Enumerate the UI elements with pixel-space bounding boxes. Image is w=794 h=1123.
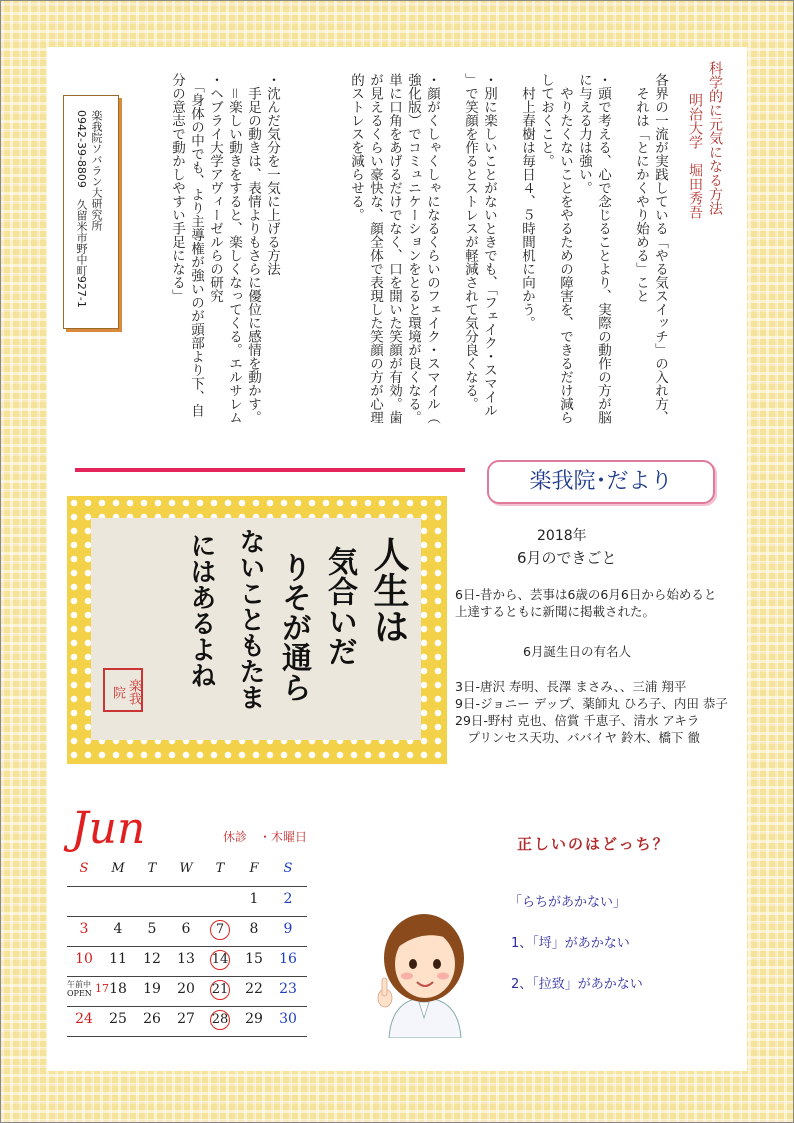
closed-day-note: 休診 ・木曜日 bbox=[223, 830, 308, 844]
calendar-week-row bbox=[67, 946, 307, 977]
quiz-title: 正しいのはどっち？ bbox=[517, 835, 670, 853]
closed-day-circle: 21 bbox=[210, 980, 230, 1000]
calligraphy-col1: 人生は bbox=[368, 536, 410, 644]
morning-note: 午前中 bbox=[67, 980, 91, 989]
weekday-label: M bbox=[111, 861, 125, 876]
weekday-label: F bbox=[249, 861, 259, 876]
calendar-day: 10 bbox=[75, 951, 93, 967]
article-body-right: 各界の一流が実践している「やる気スイッチ」の入れ方、 それは「とにかくやり始める」こと ・頭で考える、心で念じることより、実際の動作の方が脳 に与える力は強い。 やりたくないことをやるための障害を、できるだけ減ら しておくこと。 村上春樹は毎日４、５時間机に向かう。 ・別に楽しいことがないときでも、「フェイク・スマイル 」で笑顔を作るとストレスが軽減されて気分良くなる。 ・顔がくしゃくしゃになるくらいのフェイク・スマイル（ 強化版）でコミュニケーションをとると環境が良くなる。 単に口角をあげるだけでなく、口を開いた笑顔が有効。歯 が見えるくらい豪快な、顔全体で表現した笑顔の方が心理 的ストレスを減らせる。 bbox=[348, 73, 668, 424]
events-year: 2018年 bbox=[537, 528, 587, 544]
calendar-day: 1 bbox=[249, 891, 259, 907]
calendar-day: 8 bbox=[249, 921, 259, 937]
calendar-day: 25 bbox=[109, 1011, 127, 1027]
calendar-weekday-row bbox=[67, 856, 307, 887]
closed-day-circle: 28 bbox=[210, 1010, 230, 1030]
calendar-day: 18 bbox=[109, 981, 127, 997]
seal-stamp: 楽我院 bbox=[103, 668, 143, 712]
calendar-day: 13 bbox=[177, 951, 195, 967]
calendar-week-row bbox=[67, 1006, 307, 1037]
calendar-day-closed bbox=[203, 946, 237, 972]
closed-day-circle: 7 bbox=[210, 920, 230, 940]
article-author: 明治大学 堀田秀吾 bbox=[687, 93, 703, 219]
calendar-week-row bbox=[67, 886, 307, 917]
calendar-day: 29 bbox=[245, 1011, 263, 1027]
quiz-option-1: 1、「埒」があかない bbox=[511, 936, 630, 951]
calendar-grid bbox=[67, 856, 307, 1036]
open-note: OPEN bbox=[67, 989, 92, 998]
calligraphy-frame bbox=[67, 496, 447, 764]
calendar-week-row bbox=[67, 976, 307, 1007]
calendar-day: 19 bbox=[143, 981, 161, 997]
calligraphy-image bbox=[91, 518, 421, 740]
quiz-question: 「らちがあかない」 bbox=[509, 895, 627, 910]
weekday-label: S bbox=[79, 861, 89, 876]
address-box bbox=[63, 95, 119, 329]
address-text: 楽我院ソバラン大研究所 0942-39-8809 久留米市野中町927-1 bbox=[75, 110, 103, 308]
calendar-day-closed bbox=[203, 916, 237, 942]
woman-illustration bbox=[369, 906, 479, 1038]
calendar-week-row bbox=[67, 916, 307, 947]
weekday-label: T bbox=[147, 861, 157, 876]
event-item-line1: 6日-昔から、芸事は6歳の6月6日から始めると bbox=[455, 587, 717, 602]
weekday-label: W bbox=[179, 861, 193, 876]
birthday-line: 29日-野村 克也、倍賞 千恵子、清水 アキラ bbox=[455, 713, 700, 728]
calendar-day: 17 bbox=[95, 982, 109, 995]
event-item-line2: 上達するともに新聞に掲載された。 bbox=[455, 604, 656, 619]
calligraphy-col3: りそが通ら bbox=[276, 552, 311, 702]
banner-title: 楽我院･だより bbox=[529, 469, 673, 494]
calendar-month: Jun bbox=[71, 803, 146, 854]
calendar-day: 16 bbox=[279, 951, 297, 967]
calendar-day: 24 bbox=[75, 1011, 93, 1027]
article-body-left: ・沈んだ気分を一気に上げる方法 手足の動きは、表情よりもさらに優位に感情を動かす。 ＝楽しい動きをすると、楽しくなってくる。エルサレム ・ヘブライ大学アヴィーゼルらの研究 「身体の中でも、より主導権が強いのが頭部より下、自 分の意志で動かしやすい手足になる」 bbox=[169, 73, 280, 424]
calendar-day: 6 bbox=[181, 921, 191, 937]
calendar-day: 11 bbox=[109, 951, 127, 967]
birthday-heading: 6月誕生日の有名人 bbox=[523, 644, 631, 659]
closed-day-circle: 14 bbox=[210, 950, 230, 970]
calendar-day: 30 bbox=[279, 1011, 297, 1027]
birthday-line: 9日-ジョニー デップ、薬師丸 ひろ子、内田 恭子 bbox=[455, 696, 728, 711]
article-title: 科学的に元気になる方法 bbox=[707, 61, 723, 215]
weekday-label: S bbox=[283, 861, 293, 876]
calendar-day: 20 bbox=[177, 981, 195, 997]
calendar-day-closed bbox=[203, 976, 237, 1002]
calligraphy-col5: にはあるよね bbox=[186, 532, 216, 688]
calendar-day: 23 bbox=[279, 981, 297, 997]
calendar-day: 2 bbox=[283, 891, 293, 907]
calendar-day: 4 bbox=[113, 921, 123, 937]
birthday-line: プリンセス天功、ババイヤ 鈴木、橋下 徹 bbox=[455, 730, 700, 745]
calligraphy-col2: 気合いだ bbox=[322, 546, 357, 666]
newsletter-banner bbox=[487, 460, 715, 504]
birthday-line: 3日-唐沢 寿明、長澤 まさみ、、三浦 翔平 bbox=[455, 679, 687, 694]
events-heading: 6月のできごと bbox=[517, 549, 617, 567]
calendar-day: 22 bbox=[245, 981, 263, 997]
calendar-day: 15 bbox=[245, 951, 263, 967]
divider-line bbox=[75, 468, 465, 472]
calendar-day: 5 bbox=[147, 921, 157, 937]
calendar-day-closed bbox=[203, 1006, 237, 1032]
calendar-day: 9 bbox=[283, 921, 293, 937]
quiz-option-2: 2、「拉致」があかない bbox=[511, 977, 643, 992]
calligraphy-col4: ないこともたま bbox=[235, 528, 265, 710]
calendar-day: 27 bbox=[177, 1011, 195, 1027]
weekday-label: T bbox=[215, 861, 225, 876]
calendar-day: 12 bbox=[143, 951, 161, 967]
calendar-day: 3 bbox=[79, 921, 89, 937]
calendar-day: 26 bbox=[143, 1011, 161, 1027]
